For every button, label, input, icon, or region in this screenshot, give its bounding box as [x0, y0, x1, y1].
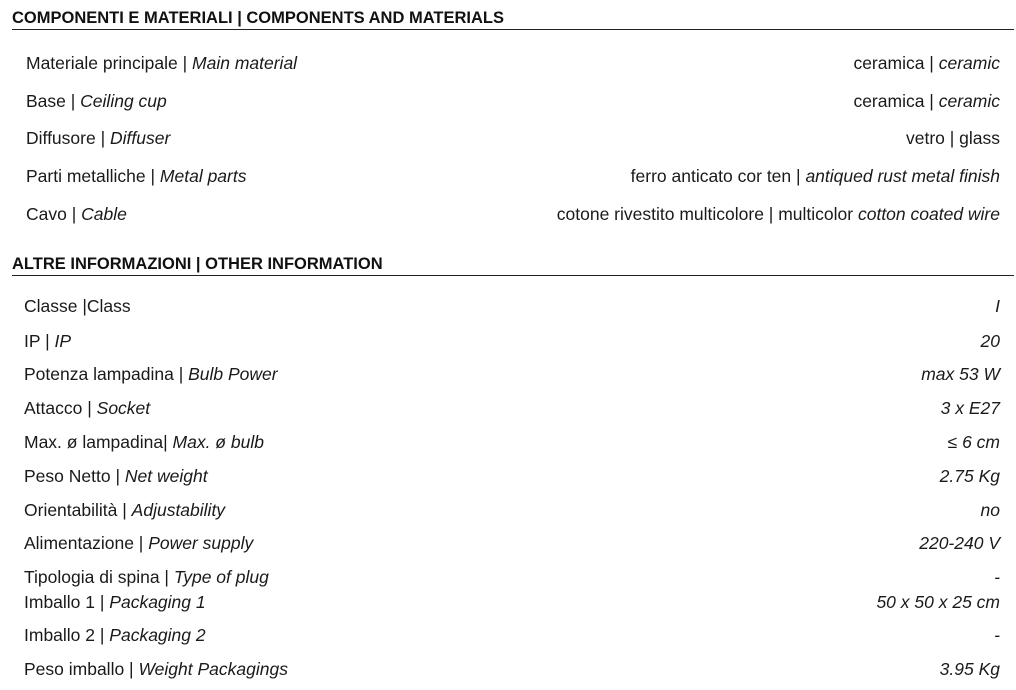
spec-value: cotone rivestito multicolore | multicolor cotton coated wire: [556, 204, 1000, 224]
spec-value: 3 x E27: [940, 398, 1000, 418]
spec-row-class: [24, 294, 1000, 318]
spec-row-adjustability: [24, 498, 1000, 522]
spec-label: Alimentazione | Power supply: [24, 533, 254, 553]
spec-label: Materiale principale | Main material: [26, 53, 298, 73]
spec-value: ceramica | ceramic: [853, 53, 1000, 73]
spec-label: Potenza lampadina | Bulb Power: [24, 364, 278, 384]
spec-row-max-bulb: [24, 430, 1000, 454]
spec-value: ceramica | ceramic: [853, 91, 1000, 111]
spec-row-power-supply: [24, 531, 1000, 555]
spec-label: Attacco | Socket: [24, 398, 151, 418]
spec-row-metal-parts: [26, 164, 1000, 188]
spec-value: 220-240 V: [919, 533, 1000, 553]
spec-label: Diffusore | Diffuser: [26, 128, 171, 148]
spec-row-ceiling-cup: [26, 89, 1000, 113]
spec-row-type-of-plug: [24, 565, 1000, 589]
spec-label: IP | IP: [24, 331, 72, 351]
spec-label: Orientabilità | Adjustability: [24, 500, 226, 520]
spec-row-weight-packagings: [24, 657, 1000, 681]
spec-value: ≤ 6 cm: [947, 432, 1000, 452]
spec-value: 2.75 Kg: [939, 466, 1000, 486]
spec-value: vetro | glass: [905, 128, 1000, 148]
spec-value: 3.95 Kg: [939, 659, 1000, 679]
spec-value: 50 x 50 x 25 cm: [876, 592, 1000, 612]
spec-value: max 53 W: [921, 364, 1000, 384]
spec-value: no: [980, 500, 1000, 520]
section-title-components: COMPONENTI E MATERIALI | COMPONENTS AND MATERIALS: [12, 8, 1014, 30]
spec-row-socket: [24, 396, 1000, 420]
spec-label: Tipologia di spina | Type of plug: [24, 567, 269, 587]
spec-label: Peso imballo | Weight Packagings: [24, 659, 288, 679]
spec-label: Imballo 1 | Packaging 1: [24, 592, 206, 612]
spec-row-packaging-2: [24, 623, 1000, 647]
spec-label: Classe |Class: [24, 296, 131, 316]
section-title-other: ALTRE INFORMAZIONI | OTHER INFORMATION: [12, 254, 1014, 276]
spec-label: Imballo 2 | Packaging 2: [24, 625, 206, 645]
spec-row-main-material: [26, 51, 1000, 75]
spec-value: I: [995, 296, 1000, 316]
spec-value: 20: [980, 331, 1000, 351]
spec-row-net-weight: [24, 464, 1000, 488]
spec-label: Max. ø lampadina| Max. ø bulb: [24, 432, 264, 452]
spec-row-ip: [24, 329, 1000, 353]
spec-value: ferro anticato cor ten | antiqued rust metal finish: [630, 166, 1000, 186]
spec-value: -: [994, 567, 1000, 587]
spec-value: -: [994, 625, 1000, 645]
spec-row-diffuser: [26, 126, 1000, 150]
spec-row-packaging-1: [24, 590, 1000, 614]
spec-label: Parti metalliche | Metal parts: [26, 166, 247, 186]
spec-label: Peso Netto | Net weight: [24, 466, 208, 486]
spec-row-bulb-power: [24, 362, 1000, 386]
spec-label: Cavo | Cable: [26, 204, 127, 224]
spec-label: Base | Ceiling cup: [26, 91, 167, 111]
spec-row-cable: [26, 202, 1000, 226]
